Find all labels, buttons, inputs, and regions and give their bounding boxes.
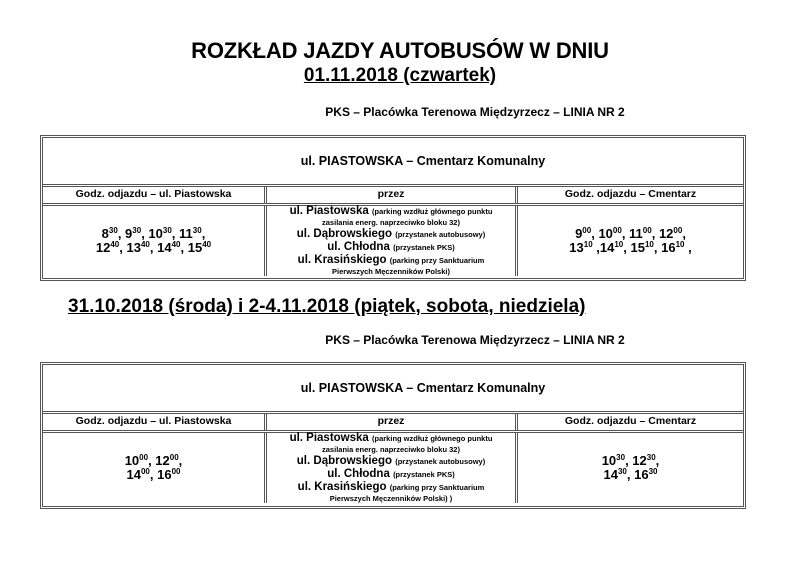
stop-note: (parking przy Sanktuarium	[389, 256, 485, 265]
stop-street: ul. Piastowska	[289, 205, 373, 217]
time-line	[604, 468, 658, 482]
via-stops-cell	[267, 433, 518, 503]
header-departures-from: Godz. odjazdu – ul. Piastowska	[43, 414, 267, 430]
stop-street: ul. Dąbrowskiego	[296, 455, 396, 467]
time-line	[575, 227, 686, 241]
departure-time: $11^{30}$,	[179, 226, 206, 241]
stop-street: ul. Chłodna	[327, 241, 394, 253]
via-stop	[290, 432, 493, 445]
header-departures-to: Godz. odjazdu – Cmentarz	[564, 415, 697, 427]
stop-note: (parking przy Sanktuarium	[389, 483, 485, 492]
route-title: ul. PIASTOWSKA – Cmentarz Komunalny	[43, 365, 743, 414]
departure-time: $10^{00}$,	[598, 226, 630, 241]
table-body-row	[43, 433, 743, 503]
time-line	[127, 468, 181, 482]
times-to-cell	[518, 206, 743, 276]
departure-time: $12^{40}$,	[95, 240, 127, 255]
departure-time: $13^{40}$,	[126, 240, 158, 255]
via-stop	[297, 455, 485, 468]
via-stop	[290, 205, 493, 218]
departure-time: $16^{10}$ ,	[661, 240, 692, 255]
departure-time: $15^{10}$,	[630, 240, 662, 255]
departure-time: $16^{00}$	[157, 467, 181, 482]
stop-note-continued: zasilania energ. naprzeciwko bloku 32)	[322, 218, 460, 227]
times-to-cell	[518, 433, 743, 503]
times-from-cell	[43, 433, 267, 503]
departure-time: $12^{00}$,	[658, 226, 686, 241]
via-stops-cell	[267, 206, 518, 276]
time-line	[569, 241, 691, 255]
page-title: ROZKŁAD JAZDY AUTOBUSÓW W DNIU	[191, 38, 609, 63]
departure-time: $14^{00}$,	[126, 467, 158, 482]
departure-time: $14^{40}$,	[157, 240, 188, 255]
carrier-line-2: PKS – Placówka Terenowa Międzyrzecz – LINIA NR 2	[325, 333, 625, 347]
carrier-line-1: PKS – Placówka Terenowa Międzyrzecz – LINIA NR 2	[325, 105, 625, 119]
departure-time: $10^{00}$,	[124, 453, 156, 468]
table-header-row	[43, 414, 743, 433]
stop-note: (przystanek PKS)	[393, 470, 455, 479]
stop-note: (parking wzdłuż głównego punktu	[372, 207, 493, 216]
departure-time: $12^{00}$,	[155, 453, 183, 468]
times-from-cell	[43, 206, 267, 276]
header-via: przez	[267, 187, 518, 203]
secondary-date-heading: 31.10.2018 (środa) i 2-4.11.2018 (piątek, sobota, niedziela)	[68, 296, 586, 317]
via-stop	[298, 254, 485, 267]
departure-time: $10^{30}$,	[601, 453, 633, 468]
stop-note: (przystanek autobusowy)	[395, 230, 486, 239]
departure-time: $9^{00}$,	[575, 226, 599, 241]
stop-street: ul. Piastowska	[289, 432, 373, 444]
departure-time: $8^{30}$,	[101, 226, 126, 241]
departure-time: $12^{30}$,	[632, 453, 660, 468]
table-body-row	[43, 206, 743, 276]
time-line	[96, 241, 211, 255]
table-header-row	[43, 187, 743, 206]
route-title: ul. PIASTOWSKA – Cmentarz Komunalny	[43, 138, 743, 187]
stop-street: ul. Krasińskiego	[297, 481, 390, 493]
departure-time: $9^{30}$,	[125, 226, 149, 241]
via-stop	[327, 241, 455, 254]
time-line	[125, 454, 183, 468]
departure-time: $14^{10}$,	[599, 240, 631, 255]
stop-street: ul. Dąbrowskiego	[296, 228, 396, 240]
time-line	[102, 227, 206, 241]
stop-note-continued: Pierwszych Męczenników Polski)	[332, 267, 450, 276]
departure-time: $13^{10}$ ,	[569, 240, 600, 255]
schedule-table-2	[40, 362, 746, 509]
stop-note: (parking wzdłuż głównego punktu	[372, 434, 493, 443]
departure-time: $16^{30}$	[634, 467, 658, 482]
stop-note: (przystanek PKS)	[393, 243, 455, 252]
schedule-table-1	[40, 135, 746, 281]
via-stop	[298, 481, 485, 494]
header-via: przez	[267, 414, 518, 430]
departure-time: $15^{40}$	[187, 240, 212, 255]
stop-note: (przystanek autobusowy)	[395, 457, 486, 466]
header-departures-from: Godz. odjazdu – ul. Piastowska	[43, 187, 267, 203]
stop-note-continued: zasilania energ. naprzeciwko bloku 32)	[322, 445, 460, 454]
via-stop	[327, 468, 455, 481]
stop-note-continued: Pierwszych Męczenników Polski) )	[329, 494, 453, 503]
departure-time: $10^{30}$,	[148, 226, 180, 241]
stop-street: ul. Chłodna	[327, 468, 394, 480]
via-stop	[297, 228, 485, 241]
header-departures-to: Godz. odjazdu – Cmentarz	[564, 188, 697, 200]
time-line	[602, 454, 660, 468]
primary-date-heading: 01.11.2018 (czwartek)	[303, 65, 497, 86]
departure-time: $11^{00}$,	[629, 226, 659, 241]
departure-time: $14^{30}$,	[603, 467, 635, 482]
stop-street: ul. Krasińskiego	[297, 254, 390, 266]
